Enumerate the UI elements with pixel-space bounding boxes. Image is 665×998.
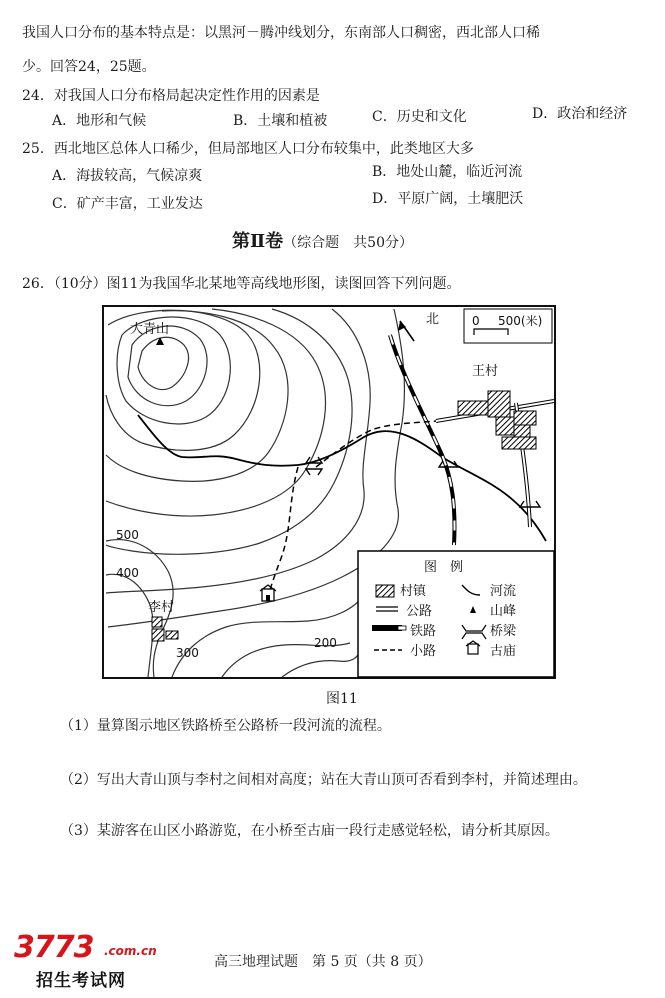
- section-title: 第Ⅱ卷: [232, 231, 284, 252]
- q24-option-b: B．土壤和植被: [233, 113, 328, 129]
- wang-village-label: 王村: [472, 364, 499, 379]
- scale-zero-label: 0: [472, 314, 480, 328]
- q25-option-b: B．地处山麓，临近河流: [372, 164, 523, 180]
- logo-subtitle: 招生考试网: [36, 971, 126, 991]
- q26-sub-3: （3）某游客在山区小路游览，在小桥至古庙一段行走感觉轻松，请分析其原因。: [60, 823, 559, 839]
- logo-number: 3773: [14, 930, 94, 965]
- section-title-block: [232, 233, 413, 252]
- scale-value-label: 500(米): [498, 314, 543, 328]
- legend-title: 图 例: [424, 560, 464, 575]
- intro-line-2: 少。回答24，25题。: [22, 59, 156, 75]
- li-village-label: 李村: [148, 600, 175, 615]
- q24-option-d: D．政治和经济: [532, 106, 628, 122]
- contour-label-500: 500: [116, 528, 139, 542]
- q25-option-c: C．矿产丰富，工业发达: [52, 196, 203, 212]
- q24-option-a: A．地形和气候: [52, 113, 147, 129]
- figure-caption: 图11: [326, 691, 358, 707]
- q26-stem: 26．（10分）图11为我国华北某地等高线地形图，读图回答下列问题。: [22, 276, 461, 292]
- legend-item-peak: 山峰: [490, 604, 517, 619]
- contour-label-200: 200: [314, 636, 337, 650]
- q25-option-a: A．海拔较高，气候凉爽: [52, 168, 203, 184]
- q25-option-d: D．平原广阔，土壤肥沃: [372, 191, 524, 207]
- contour-map-figure: [102, 305, 556, 679]
- q24-stem: 24．对我国人口分布格局起决定性作用的因素是: [22, 88, 320, 104]
- q26-sub-2: （2）写出大青山顶与李村之间相对高度；站在大青山顶可否看到李村，并简述理由。: [60, 772, 587, 788]
- q25-stem: 25．西北地区总体人口稀少，但局部地区人口分布较集中，此类地区大多: [22, 141, 474, 157]
- legend-item-bridge: 桥梁: [490, 624, 517, 639]
- contour-label-400: 400: [116, 566, 139, 580]
- site-logo: [8, 930, 178, 992]
- logo-domain: .com.cn: [104, 944, 157, 958]
- legend-item-village: 村镇: [400, 584, 427, 599]
- legend-item-highway: 公路: [406, 604, 433, 619]
- peak-label: 大青山: [130, 322, 170, 337]
- legend-item-river: 河流: [490, 584, 517, 599]
- intro-line-1: 我国人口分布的基本特点是：以黑河－腾冲线划分，东南部人口稠密，西北部人口稀: [22, 25, 540, 41]
- q26-sub-1: （1）量算图示地区铁路桥至公路桥一段河流的流程。: [60, 718, 391, 734]
- contour-label-300: 300: [176, 646, 199, 660]
- legend-item-railway: 铁路: [410, 624, 437, 639]
- q24-option-c: C．历史和文化: [372, 109, 467, 125]
- north-label: 北: [426, 312, 440, 327]
- legend-item-trail: 小路: [410, 644, 437, 659]
- page-footer: 高三地理试题 第 5 页（共 8 页）: [214, 954, 432, 970]
- section-subtitle: （综合题 共50分）: [283, 235, 413, 251]
- legend-item-temple: 古庙: [490, 644, 517, 659]
